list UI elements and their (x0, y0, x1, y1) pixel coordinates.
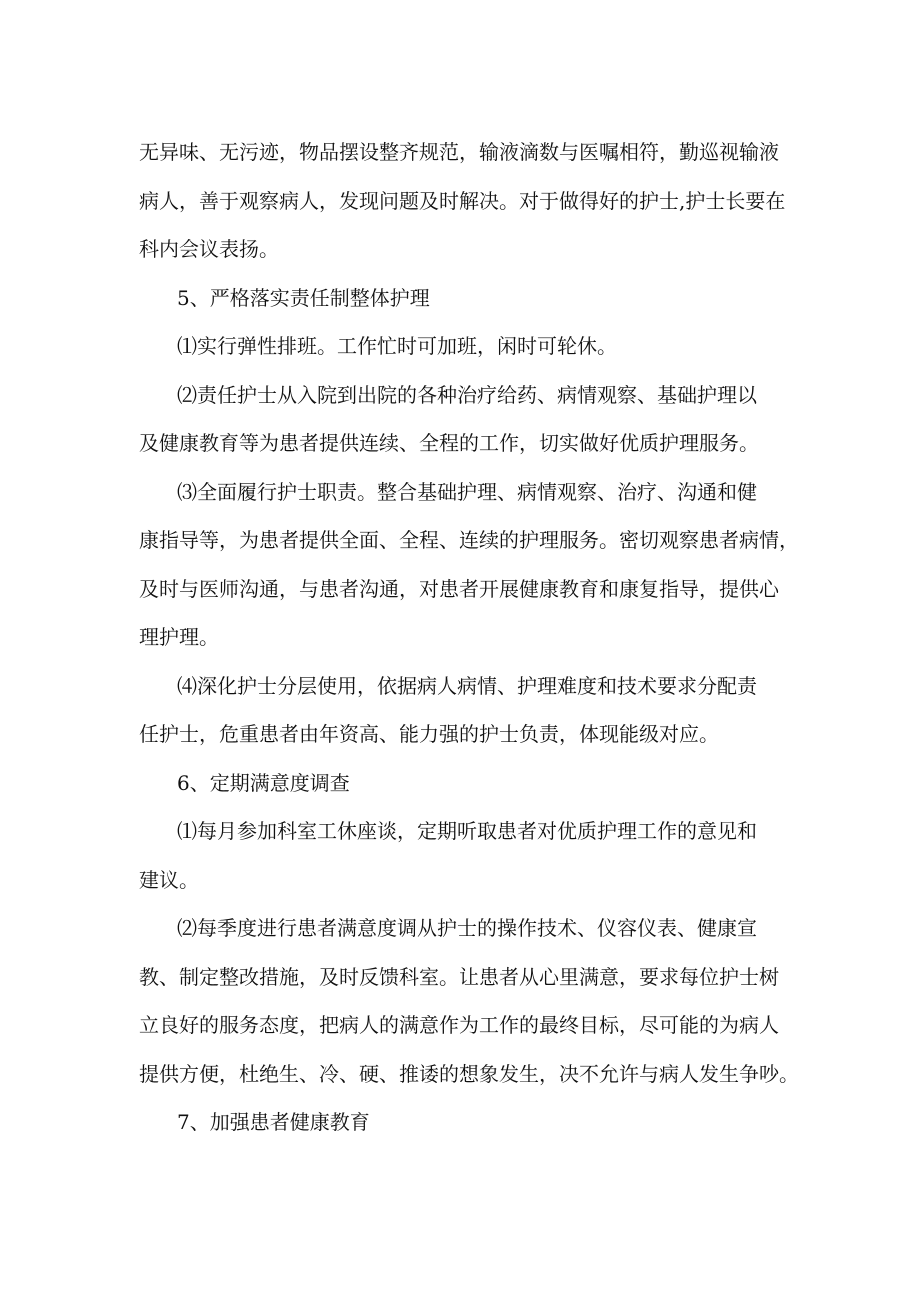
paragraph (139, 371, 789, 468)
text-line: 6、定期满意度调查 (177, 770, 350, 795)
paragraph (139, 807, 789, 904)
section-heading (139, 274, 789, 323)
text-line: 病人，善于观察病人，发现问题及时解决。对于做得好的护士,护士长要在 (139, 188, 786, 213)
section-heading (139, 759, 789, 808)
text-line: 教、制定整改措施，及时反馈科室。让患者从心里满意，要求每位护士树 (139, 964, 779, 989)
section-heading (139, 1098, 789, 1147)
text-line: ⑴每月参加科室工休座谈，定期听取患者对优质护理工作的意见和 (177, 819, 757, 843)
text-line: ⑶全面履行护士职责。整合基础护理、病情观察、治疗、沟通和健 (177, 479, 757, 504)
text-line: 建议。 (139, 867, 199, 892)
text-line: 康指导等，为患者提供全面、全程、连续的护理服务。密切观察患者病情， (139, 528, 799, 552)
text-line: 无异味、无污迹，物品摆设整齐规范，输液滴数与医嘱相符，勤巡视输液 (139, 140, 779, 164)
text-line: 7、加强患者健康教育 (177, 1110, 370, 1134)
text-line: 及健康教育等为患者提供连续、全程的工作，切实做好优质护理服务。 (139, 431, 759, 455)
text-line: 科内会议表扬。 (139, 237, 279, 261)
paragraph (139, 322, 789, 371)
paragraph (139, 468, 799, 662)
text-line: 提供方便，杜绝生、冷、硬、推诿的想象发生，决不允许与病人发生争吵。 (139, 1061, 799, 1086)
text-line: 理护理。 (139, 625, 219, 649)
paragraph (139, 662, 789, 759)
text-line: ⑷深化护士分层使用，依据病人病情、护理难度和技术要求分配责 (177, 673, 757, 698)
text-line: ⑴实行弹性排班。工作忙时可加班，闲时可轮休。 (177, 334, 617, 358)
text-line: 立良好的服务态度，把病人的满意作为工作的最终目标，尽可能的为病人 (139, 1013, 779, 1037)
text-line: 5、严格落实责任制整体护理 (177, 285, 430, 310)
paragraph (139, 904, 799, 1098)
text-line: ⑵每季度进行患者满意度调从护士的操作技术、仪容仪表、健康宣 (177, 916, 757, 940)
text-line: 及时与医师沟通，与患者沟通，对患者开展健康教育和康复指导，提供心 (139, 576, 779, 601)
text-line: 任护士，危重患者由年资高、能力强的护士负责，体现能级对应。 (139, 722, 719, 746)
text-line: ⑵责任护士从入院到出院的各种治疗给药、病情观察、基础护理以 (177, 382, 757, 407)
paragraph (139, 128, 789, 274)
document-body (139, 128, 799, 1147)
